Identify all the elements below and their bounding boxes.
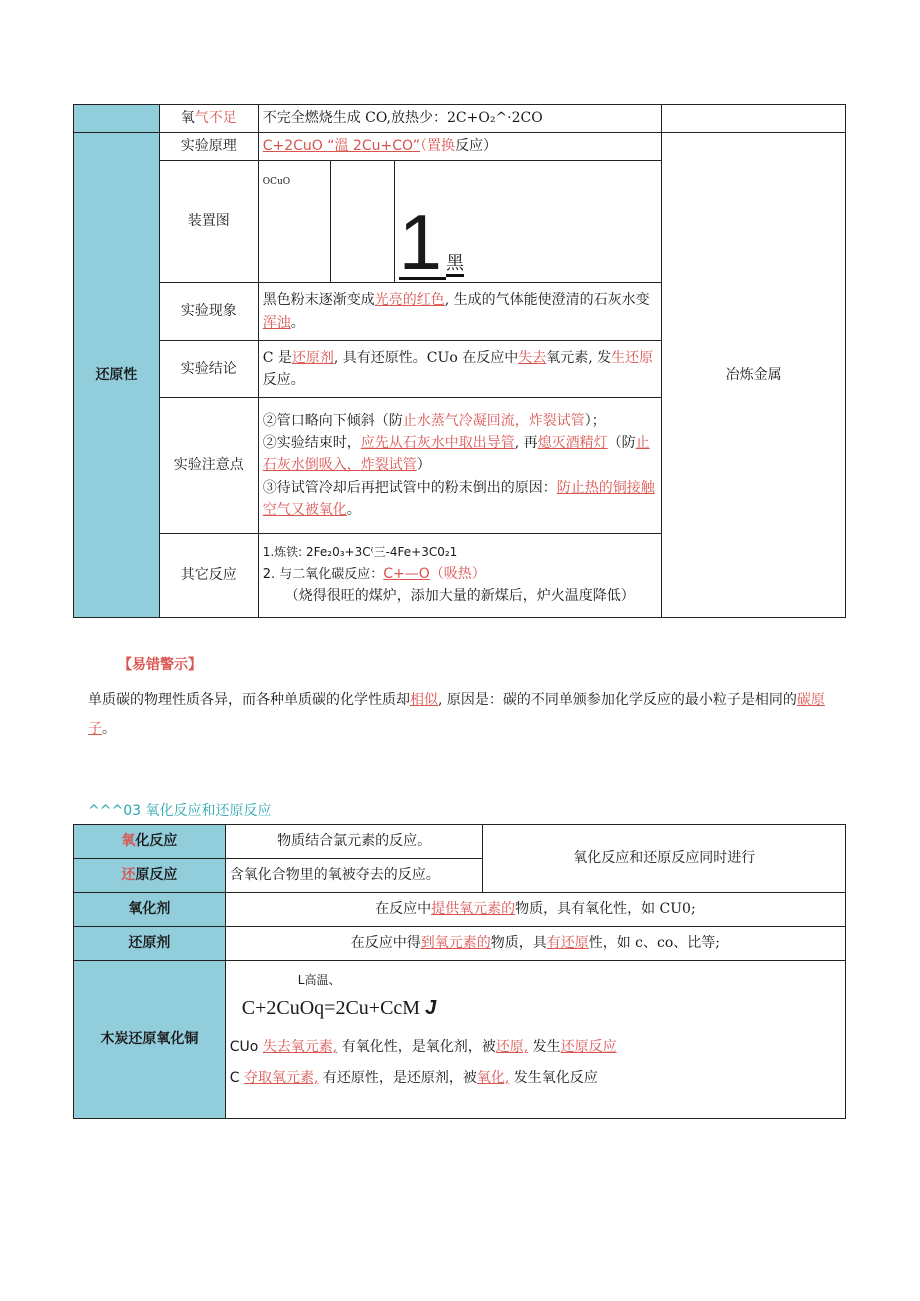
incomplete-combustion: 不完全燃烧生成 CO,放热少：2C+O₂^·2CO — [258, 105, 662, 133]
label-phenomenon: 实验现象 — [159, 283, 258, 341]
section-title: ^^^03 氧化反应和还原反应 — [88, 803, 272, 819]
simultaneous-note: 氧化反应和还原反应同时进行 — [483, 825, 846, 893]
empty-cell — [662, 105, 846, 133]
oxidant-definition: 在反应中提供氧元素的物质，具有氧化性，如 CU0; — [225, 893, 845, 927]
label-oxidation-reaction: 氧化反应 — [74, 825, 226, 859]
apparatus-cuo-label: OCuO — [258, 161, 330, 283]
redox-table — [73, 824, 846, 1119]
label-other-reactions: 其它反应 — [159, 534, 258, 618]
phenomenon-text: 黑色粉末逐渐变成光亮的红色, 生成的气体能使澄清的石灰水变浑浊。 — [258, 283, 662, 341]
oxidation-definition: 物质结合氯元素的反应。 — [225, 825, 483, 859]
cuo-role-line: CUo 失去氧元素, 有氧化性，是氧化剂，被还原, 发生还原反应 — [229, 1039, 617, 1056]
notes-text: ②管口略向下倾斜（防止水蒸气冷凝回流，炸裂试管）； ②实验结束时，应先从石灰水中取出导管, 再熄灭酒精灯（防止石灰水倒吸入，炸裂试管） ③待试管冷却后再把试管中的粉末倒出的原因：防止热的铜接触空气又被氧化。 — [258, 398, 662, 534]
other-reactions-text: 1.炼铁: 2Fe₂0₃+3C⁽三-4Fe+3C0₂1 2. 与二氧化碳反应：C+—O（吸热） （烧得很旺的煤炉，添加大量的新煤后，炉火温度降低） — [258, 534, 662, 618]
carbon-equation: C+2CuOq=2Cu+CcM J — [241, 997, 437, 1020]
apparatus-figure — [394, 161, 662, 286]
carbon-reduction-content — [225, 961, 845, 1119]
apparatus-big-number: 1 — [399, 207, 446, 280]
label-reductant: 还原剂 — [74, 927, 226, 961]
equation-condition: L高温、 — [297, 973, 341, 987]
label-conclusion: 实验结论 — [159, 341, 258, 398]
label-carbon-reduces-cuo: 木炭还原氧化铜 — [74, 961, 226, 1119]
label-apparatus: 装置图 — [159, 161, 258, 283]
reductant-definition: 在反应中得到氧元素的物质，具有还原性，如 c、co、比等; — [225, 927, 845, 961]
apparatus-blank — [330, 161, 394, 283]
label-oxidant: 氧化剂 — [74, 893, 226, 927]
apparatus-char: 黑 — [446, 253, 464, 277]
conclusion-text: C 是还原剂, 具有还原性。CUo 在反应中失去氧元素, 发生还原反应。 — [258, 341, 662, 398]
section-label-reduction: 还原性 — [74, 133, 160, 618]
blue-cell-top — [74, 105, 160, 133]
warning-title: 【易错警示】 — [118, 657, 202, 673]
reduction-definition: 含氧化合物里的氧被夺去的反应。 — [225, 859, 483, 893]
smelting-metal-note: 冶炼金属 — [662, 133, 846, 618]
principle-equation: C+2CuO “溫 2Cu+CO”（置换反应） — [258, 133, 662, 161]
label-reduction-reaction: 还原反应 — [74, 859, 226, 893]
carbon-role-line: C 夺取氧元素, 有还原性，是还原剂，被氧化, 发生氧化反应 — [229, 1069, 598, 1086]
row-label-oxygen-short: 氧气不足 — [159, 105, 258, 133]
reduction-property-table — [73, 104, 846, 618]
warning-paragraph: 单质碳的物理性质各异，而各种单质碳的化学性质却相似, 原因是：碳的不同单颁参加化学反应的最小粒子是相同的碳原子。 — [88, 692, 825, 737]
label-principle: 实验原理 — [159, 133, 258, 161]
label-notes: 实验注意点 — [159, 398, 258, 534]
